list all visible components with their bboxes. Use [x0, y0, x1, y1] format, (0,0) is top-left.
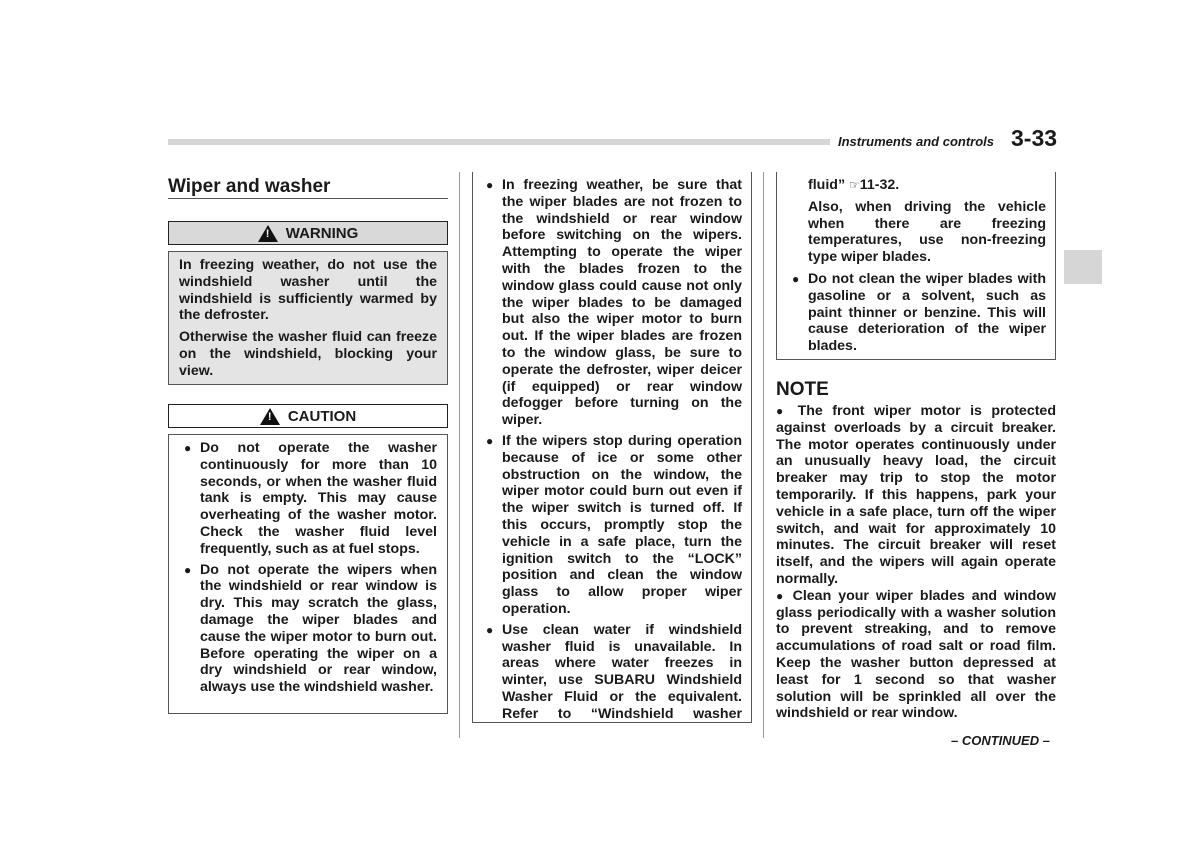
note-item-1	[776, 403, 1056, 588]
header-bar	[168, 139, 830, 145]
middle-bullet-3	[480, 622, 742, 723]
reference-page[interactable]: 11-32.	[859, 177, 900, 193]
bullet-dot-icon: ●	[184, 562, 192, 577]
caution-bullet-2	[178, 562, 437, 696]
middle-bullet-2	[480, 433, 742, 618]
caution-bullet-text: Do not operate the wipers when the windshield or rear window is dry. This may scratch the glass, damage the wiper blades and cause the wiper motor to burn out. Before operating the wiper on a dry windshield or rear window, always use the windshield washer.	[200, 561, 437, 696]
note-title: NOTE	[776, 379, 829, 400]
right-bullet	[786, 271, 1046, 355]
middle-bullet-text: In freezing weather, be sure that the wiper blades are not frozen to the windshield or rear window before switching on the wipers. Attempting to operate the wiper with the blades frozen to the window glass could cause not only the wiper blades to be damaged but also the wiper motor to burn out. If the wiper blades are frozen to the window glass, be sure to operate the defroster, wiper deicer (if equipped) or rear window defogger before turning on the wiper.	[502, 177, 742, 429]
continued-text: fluid”	[808, 177, 846, 193]
note-item-text: The front wiper motor is protected against overloads by a circuit breaker. The motor operates continuously under an unusually heavy load, the circuit breaker may trip to stop the motor temporarily. If this happens, park your vehicle in a safe place, turn off the wiper switch, and wait for approximately 10 minutes. The circuit breaker will reset itself, and the wipers will again operate normally.	[776, 403, 1056, 587]
bullet-dot-icon: ●	[486, 433, 494, 448]
bullet-dot-icon: ●	[792, 271, 800, 286]
caution-bullet-text: Do not operate the washer continuously for more than 10 seconds, or when the washer fluid tank is empty. This may cause overheating of the washer motor. Check the washer fluid level frequently, such as at fuel stops.	[200, 440, 437, 557]
column-divider-1	[459, 172, 460, 738]
middle-bullet-text: Use clean water if windshield washer fluid is unavailable. In areas where water freezes in winter, use SUBARU Windshield Washer Fluid or the equivalent. Refer to “Windshield washer	[502, 621, 742, 722]
bullet-dot-icon: ●	[184, 441, 192, 455]
caution-text	[178, 440, 437, 700]
warning-triangle-icon: !	[258, 225, 278, 242]
bullet-dot-icon: ●	[486, 178, 494, 192]
warning-header	[168, 221, 448, 245]
column-divider-2	[763, 172, 764, 738]
page-number: 3-33	[1011, 125, 1058, 151]
reference-arrow-icon: ☞	[849, 178, 860, 192]
middle-bullet-text: If the wipers stop during operation because of ice or some other obstruction on the window, the wiper motor could burn out even if the wiper switch is turned off. If this occurs, promptly stop the vehicle in a safe place, turn the ignition switch to the “LOCK” position and clean the window glass to allow proper wiper operation.	[502, 432, 742, 617]
title-underline	[168, 198, 448, 199]
bullet-dot-icon: ●	[776, 404, 798, 418]
note-item-2	[776, 588, 1056, 722]
caution-header	[168, 404, 448, 428]
right-caution-text	[786, 177, 1046, 359]
warning-paragraph-2: Otherwise the washer fluid can freeze on the windshield, blocking your view.	[179, 329, 437, 379]
note-text	[776, 403, 1056, 722]
section-title: Instruments and controls	[838, 134, 995, 149]
bullet-dot-icon: ●	[486, 622, 494, 637]
continued-reference	[786, 177, 1046, 194]
caution-triangle-icon: !	[260, 408, 280, 425]
caution-bullet-1	[178, 440, 437, 558]
middle-text	[480, 177, 742, 727]
warning-paragraph-1: In freezing weather, do not use the windshield washer until the windshield is sufficiently warmed by the defroster.	[179, 257, 437, 324]
continued-label: – CONTINUED –	[951, 733, 1050, 748]
note-item-text: Clean your wiper blades and window glass periodically with a washer solution to prevent streaking, and to remove accumulations of road salt or road film. Keep the washer button depressed at least for 1 second so that washer solution will be sprinkled all over the windshield or rear window.	[776, 587, 1056, 722]
caution-label: CAUTION	[287, 407, 357, 425]
chapter-tab	[1064, 250, 1102, 284]
page-title: Wiper and washer	[168, 176, 331, 197]
warning-label: WARNING	[285, 224, 359, 242]
warning-text	[179, 257, 437, 380]
continued-paragraph: Also, when driving the vehicle when there are freezing temperatures, use non-freezing type wiper blades.	[808, 198, 1046, 266]
bullet-dot-icon: ●	[776, 588, 793, 603]
right-bullet-text: Do not clean the wiper blades with gasoline or a solvent, such as paint thinner or benzine. This will cause deterioration of the wiper blades.	[808, 270, 1046, 355]
middle-bullet-1	[480, 177, 742, 429]
